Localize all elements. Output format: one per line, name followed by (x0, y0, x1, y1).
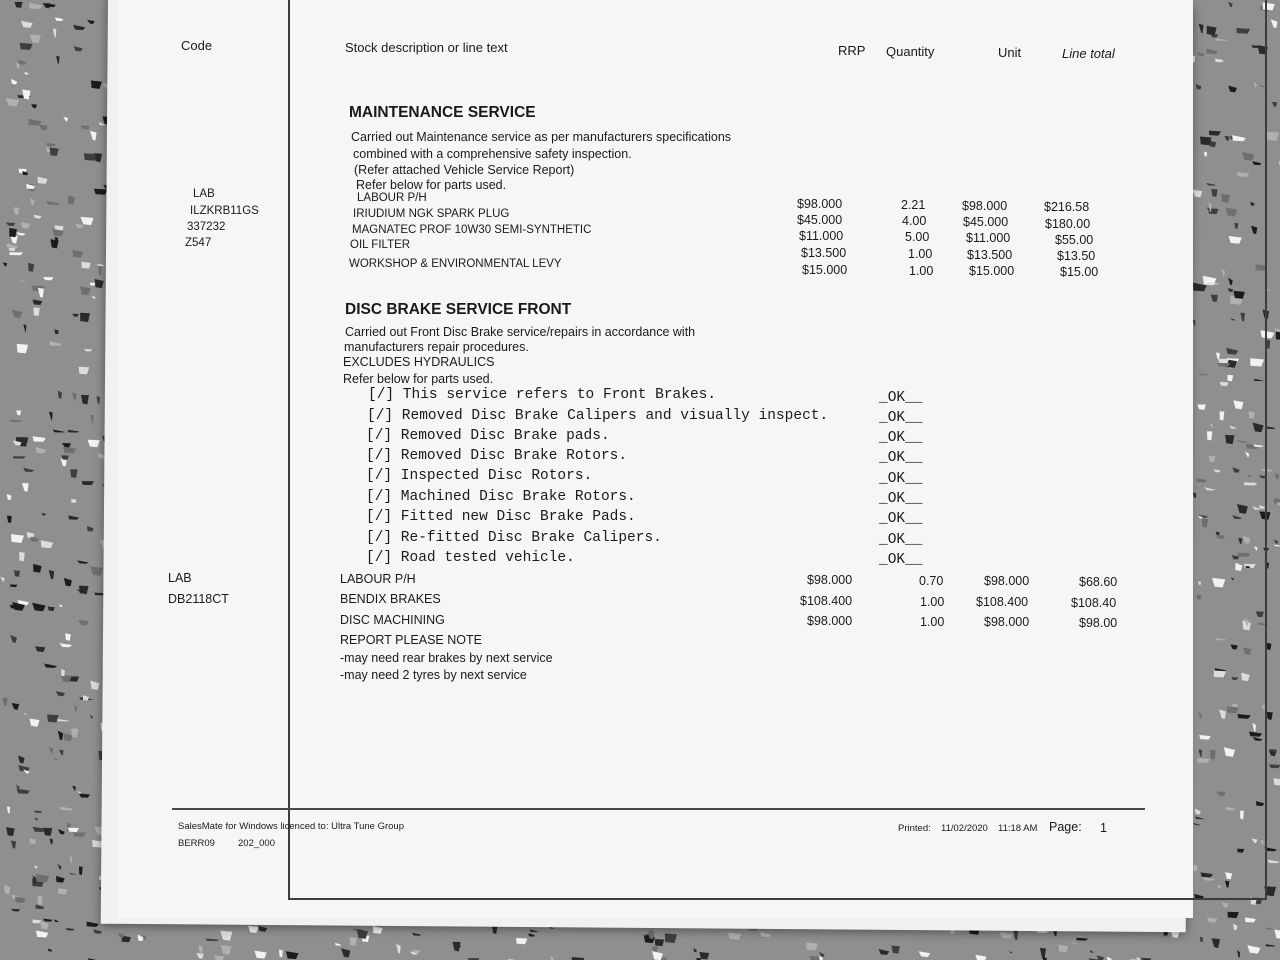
col-rrp: RRP (838, 43, 866, 58)
maint-desc: IRIUDIUM NGK SPARK PLUG (353, 208, 510, 220)
maintenance-title: MAINTENANCE SERVICE (349, 104, 536, 121)
maint-total: $15.00 (1060, 265, 1099, 279)
printed-label: Printed: (898, 823, 931, 834)
maint-rrp: $13.500 (801, 246, 847, 260)
disc-rrp: $108.400 (800, 594, 853, 608)
footer-code: 202_000 (238, 838, 275, 849)
col-quantity: Quantity (886, 44, 935, 59)
footer-code: BERR09 (178, 838, 215, 849)
checklist-item: [/] Removed Disc Brake Rotors. (366, 448, 628, 464)
disc-qty: 1.00 (920, 615, 945, 629)
disc-unit: $108.400 (976, 595, 1029, 609)
maint-qty: 1.00 (909, 264, 934, 278)
checklist-status: _OK__ (879, 450, 923, 466)
maintenance-desc-line: Refer below for parts used. (356, 178, 507, 192)
disc-rrp: $98.000 (807, 614, 853, 628)
report-note: -may need rear brakes by next service (340, 651, 553, 665)
checklist-item: [/] Removed Disc Brake Calipers and visually inspect. (367, 408, 829, 424)
checklist-item: [/] Fitted new Disc Brake Pads. (366, 509, 636, 525)
maint-total: $180.00 (1045, 217, 1091, 231)
maint-unit: $45.000 (963, 215, 1009, 229)
col-unit: Unit (998, 45, 1022, 60)
footer-divider (172, 808, 1145, 810)
maintenance-desc-line: Carried out Maintenance service as per manufacturers specifications (351, 130, 732, 144)
page-number: 1 (1100, 821, 1107, 835)
disc-title: DISC BRAKE SERVICE FRONT (345, 301, 572, 318)
checklist-status: _OK__ (879, 491, 923, 507)
maint-rrp: $98.000 (797, 197, 843, 211)
checklist-item: [/] Removed Disc Brake pads. (366, 428, 610, 444)
checklist-status: _OK__ (879, 390, 923, 406)
maint-unit: $13.500 (967, 248, 1013, 262)
maint-total: $55.00 (1055, 233, 1094, 247)
maint-desc: MAGNATEC PROF 10W30 SEMI-SYNTHETIC (352, 224, 592, 236)
maint-qty: 4.00 (902, 214, 927, 228)
col-line-total: Line total (1062, 46, 1115, 61)
checklist-item: [/] Inspected Disc Rotors. (366, 468, 593, 484)
maint-desc: OIL FILTER (350, 239, 411, 251)
maint-qty: 5.00 (905, 230, 930, 244)
checklist-item: [/] Machined Disc Brake Rotors. (366, 489, 636, 505)
disc-total: $68.60 (1079, 575, 1118, 589)
maint-code: LAB (193, 188, 215, 200)
checklist-status: _OK__ (879, 471, 923, 487)
maint-total: $13.50 (1057, 249, 1096, 263)
maint-qty: 2.21 (901, 198, 926, 212)
maint-code: Z547 (185, 237, 212, 249)
disc-code: LAB (168, 571, 192, 585)
report-note: -may need 2 tyres by next service (340, 668, 527, 682)
maint-rrp: $45.000 (797, 213, 843, 227)
printed-time: 11:18 AM (998, 823, 1038, 834)
checklist-item: [/] Re-fitted Disc Brake Calipers. (366, 530, 662, 546)
disc-desc-line: EXCLUDES HYDRAULICS (343, 355, 495, 369)
disc-unit: $98.000 (984, 574, 1030, 588)
checklist-status: _OK__ (879, 430, 923, 446)
disc-qty: 1.00 (920, 595, 945, 609)
maint-unit: $98.000 (962, 199, 1008, 213)
disc-desc: BENDIX BRAKES (340, 592, 441, 606)
disc-desc-line: manufacturers repair procedures. (344, 340, 529, 354)
maintenance-desc-line: (Refer attached Vehicle Service Report) (354, 163, 575, 177)
maint-rrp: $11.000 (799, 229, 844, 243)
disc-desc: LABOUR P/H (340, 572, 416, 586)
checklist-status: _OK__ (879, 511, 923, 527)
checklist-status: _OK__ (879, 532, 923, 548)
disc-desc-line: Refer below for parts used. (343, 372, 494, 386)
col-description: Stock description or line text (345, 40, 508, 55)
disc-total: $108.40 (1071, 596, 1117, 610)
checklist-item: [/] This service refers to Front Brakes. (368, 387, 717, 403)
maint-code: ILZKRB11GS (190, 205, 259, 217)
maint-qty: 1.00 (908, 247, 933, 261)
disc-desc: DISC MACHINING (340, 613, 445, 627)
disc-rrp: $98.000 (807, 573, 853, 587)
printed-date: 11/02/2020 (941, 823, 988, 834)
report-note: REPORT PLEASE NOTE (340, 633, 482, 647)
licence-text: SalesMate for Windows licenced to: Ultra Tune Group (178, 821, 404, 832)
maint-desc: WORKSHOP & ENVIRONMENTAL LEVY (349, 258, 562, 270)
disc-code: DB2118CT (168, 592, 229, 606)
maint-desc: LABOUR P/H (357, 192, 427, 204)
maintenance-desc-line: combined with a comprehensive safety inspection. (353, 147, 632, 161)
checklist-item: [/] Road tested vehicle. (366, 550, 575, 566)
maint-unit: $11.000 (966, 231, 1011, 245)
maint-code: 337232 (187, 221, 226, 233)
maint-rrp: $15.000 (802, 263, 848, 277)
disc-qty: 0.70 (919, 574, 944, 588)
page-label: Page: (1049, 820, 1082, 834)
disc-desc-line: Carried out Front Disc Brake service/repairs in accordance with (345, 325, 696, 339)
checklist-status: _OK__ (879, 410, 923, 426)
maint-total: $216.58 (1044, 200, 1090, 214)
disc-total: $98.00 (1079, 616, 1118, 630)
disc-unit: $98.000 (984, 615, 1030, 629)
checklist-status: _OK__ (879, 552, 923, 568)
col-code: Code (181, 38, 213, 53)
maint-unit: $15.000 (969, 264, 1015, 278)
